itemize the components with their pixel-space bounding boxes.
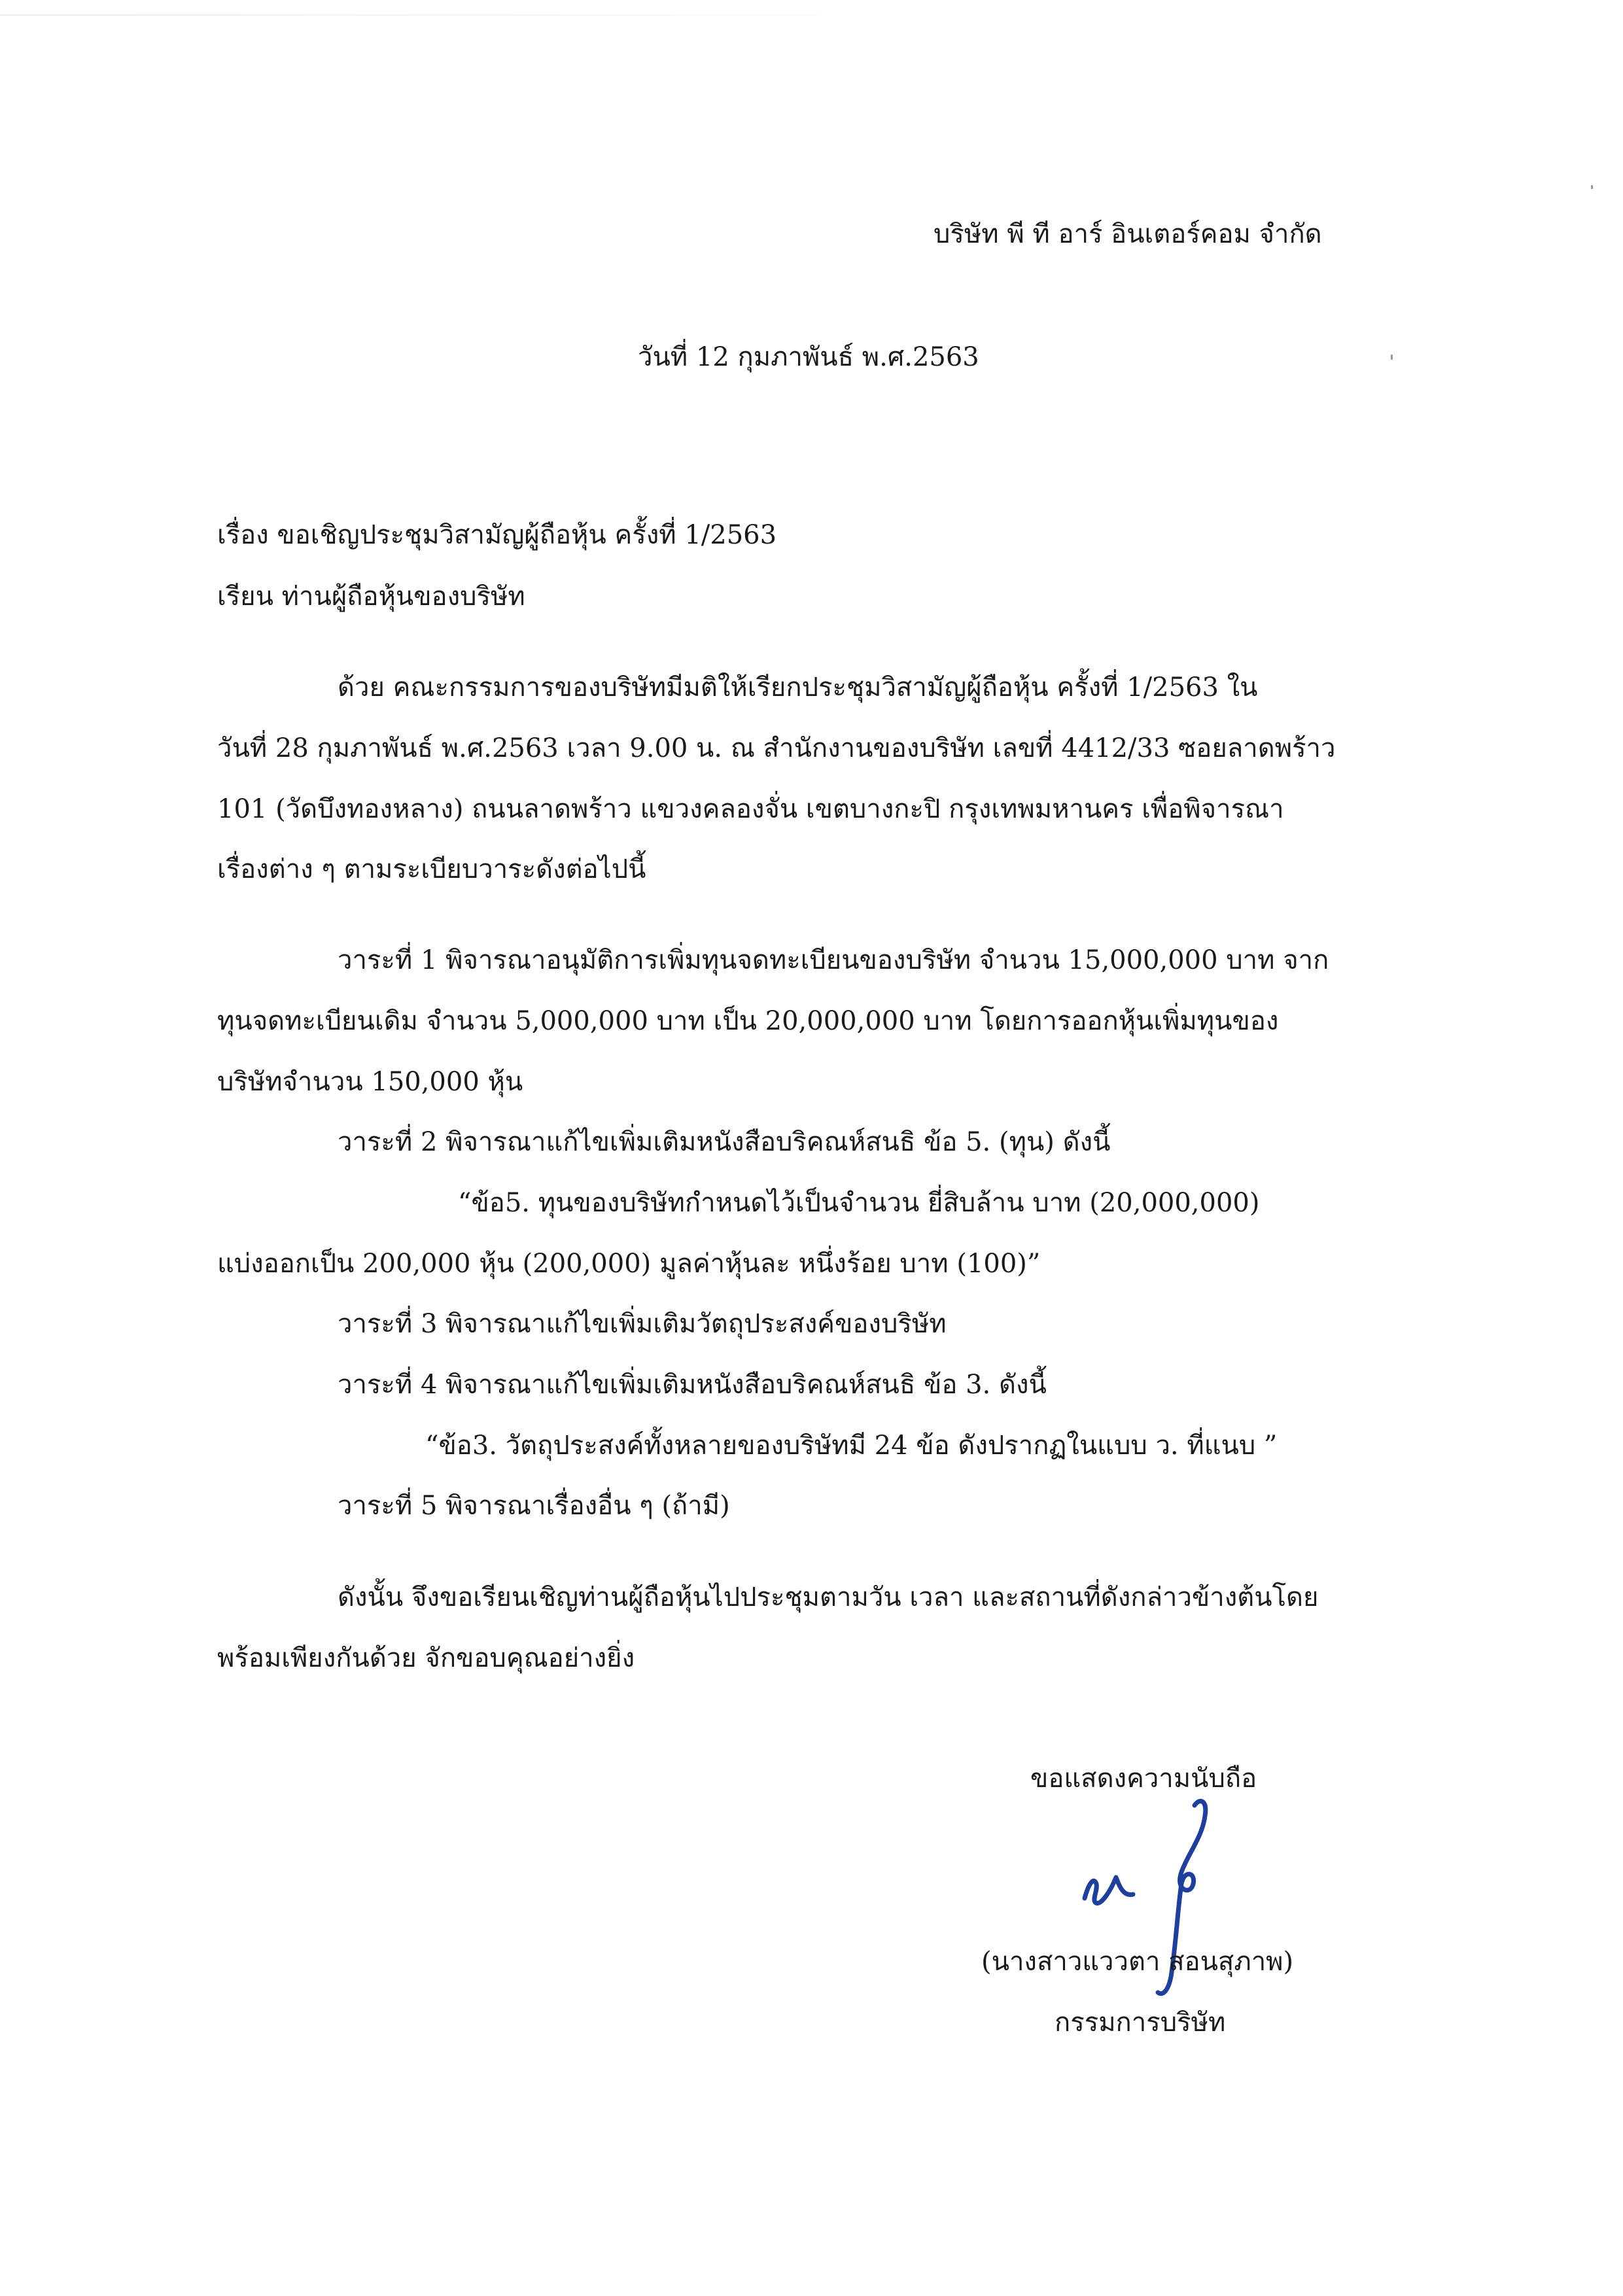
letter-date: วันที่ 12 กุมภาพันธ์ พ.ศ.2563 xyxy=(638,342,979,372)
agenda-item-4-quote: “ข้อ3. วัตถุประสงค์ทั้งหลายของบริษัทมี 24 ข้อ ดังปรากฏในแบบ ว. ที่แนบ ” xyxy=(425,1431,1278,1461)
agenda-item-1: วาระที่ 1 พิจารณาอนุมัติการเพิ่มทุนจดทะเบียนของบริษัท จำนวน 15,000,000 บาท จาก xyxy=(338,945,1329,975)
signer-title: กรรมการบริษัท xyxy=(1055,2008,1226,2038)
company-name: บริษัท พี ที อาร์ อินเตอร์คอม จำกัด xyxy=(934,219,1322,249)
scan-edge xyxy=(0,14,818,16)
intro-line: เรื่องต่าง ๆ ตามระเบียบวาระดังต่อไปนี้ xyxy=(217,854,646,884)
intro-line: ด้วย คณะกรรมการของบริษัทมีมติให้เรียกประชุมวิสามัญผู้ถือหุ้น ครั้งที่ 1/2563 ใน xyxy=(338,672,1258,703)
closing-line: พร้อมเพียงกันด้วย จักขอบคุณอย่างยิ่ง xyxy=(217,1643,635,1673)
letter-recipient: เรียน ท่านผู้ถือหุ้นของบริษัท xyxy=(217,582,525,612)
letter-subject: เรื่อง ขอเชิญประชุมวิสามัญผู้ถือหุ้น ครั้งที่ 1/2563 xyxy=(217,520,777,550)
agenda-item-2-quote: “ข้อ5. ทุนของบริษัทกำหนดไว้เป็นจำนวน ยี่สิบล้าน บาท (20,000,000) xyxy=(458,1188,1260,1218)
intro-line: วันที่ 28 กุมภาพันธ์ พ.ศ.2563 เวลา 9.00 น. ณ สำนักงานของบริษัท เลขที่ 4412/33 ซอยลาดพร้าว xyxy=(217,733,1336,763)
agenda-item-3: วาระที่ 3 พิจารณาแก้ไขเพิ่มเติมวัตถุประสงค์ของบริษัท xyxy=(338,1309,947,1339)
regards-text: ขอแสดงความนับถือ xyxy=(1030,1764,1257,1794)
agenda-item-4: วาระที่ 4 พิจารณาแก้ไขเพิ่มเติมหนังสือบริคณห์สนธิ ข้อ 3. ดังนี้ xyxy=(338,1370,1047,1400)
scan-speck xyxy=(1591,185,1593,189)
intro-line: 101 (วัดบึงทองหลาง) ถนนลาดพร้าว แขวงคลองจั่น เขตบางกะปิ กรุงเทพมหานคร เพื่อพิจารณา xyxy=(217,794,1284,824)
agenda-item-5: วาระที่ 5 พิจารณาเรื่องอื่น ๆ (ถ้ามี) xyxy=(338,1491,730,1521)
scan-speck xyxy=(1391,355,1393,360)
agenda-item-1-cont: ทุนจดทะเบียนเดิม จำนวน 5,000,000 บาท เป็น 20,000,000 บาท โดยการออกหุ้นเพิ่มทุนของ xyxy=(217,1006,1279,1036)
agenda-item-2-quote: แบ่งออกเป็น 200,000 หุ้น (200,000) มูลค่าหุ้นละ หนึ่งร้อย บาท (100)” xyxy=(217,1249,1041,1279)
signer-name: (นางสาวแววตา สอนสุภาพ) xyxy=(981,1947,1294,1977)
closing-line: ดังนั้น จึงขอเรียนเชิญท่านผู้ถือหุ้นไปประชุมตามวัน เวลา และสถานที่ดังกล่าวข้างต้นโดย xyxy=(338,1582,1319,1612)
agenda-item-1-cont: บริษัทจำนวน 150,000 หุ้น xyxy=(217,1067,523,1097)
agenda-item-2: วาระที่ 2 พิจารณาแก้ไขเพิ่มเติมหนังสือบริคณห์สนธิ ข้อ 5. (ทุน) ดังนี้ xyxy=(338,1127,1111,1157)
